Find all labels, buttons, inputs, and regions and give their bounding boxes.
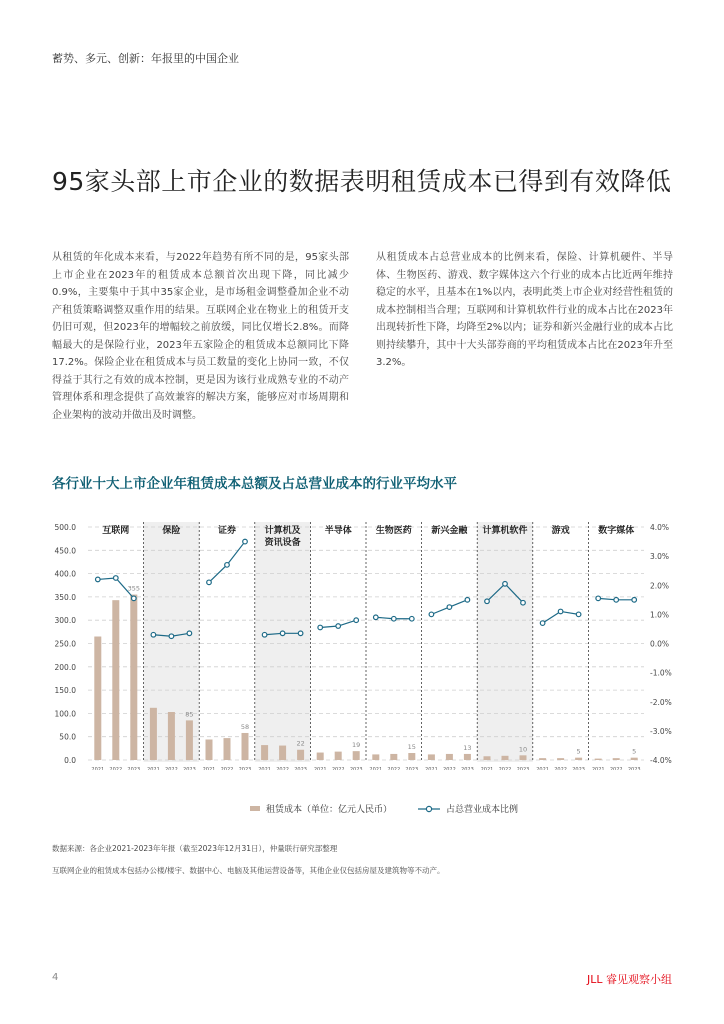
bar-2021 xyxy=(484,756,491,760)
right-axis-tick-label: 2.0% xyxy=(650,581,670,591)
category-label: 资讯设备 xyxy=(264,538,301,548)
legend-item-bar xyxy=(250,802,392,815)
bar-data-label: 15 xyxy=(407,743,416,752)
year-tick-label: 2021 xyxy=(91,767,105,770)
year-tick-label: 2022 xyxy=(276,767,289,770)
ratio-point xyxy=(596,596,601,601)
ratio-point xyxy=(540,621,545,626)
year-tick-label: 2023 xyxy=(127,767,141,770)
year-tick-label: 2021 xyxy=(313,767,327,770)
left-axis-tick-label: 400.0 xyxy=(54,569,76,579)
year-tick-label: 2021 xyxy=(425,767,438,770)
category-label: 互联网 xyxy=(102,526,130,536)
year-tick-label: 2021 xyxy=(202,767,216,770)
right-axis-tick-label: 1.0% xyxy=(650,610,670,620)
year-tick-label: 2023 xyxy=(572,767,585,770)
ratio-point xyxy=(96,577,101,582)
right-axis-tick-label: -1.0% xyxy=(650,668,672,678)
bar-2023 xyxy=(631,758,638,760)
year-tick-label: 2022 xyxy=(554,767,567,770)
year-tick-label: 2021 xyxy=(591,767,605,770)
category-label: 游戏 xyxy=(551,526,570,536)
ratio-point xyxy=(151,632,156,637)
left-axis-tick-label: 100.0 xyxy=(54,709,76,719)
ratio-point xyxy=(114,576,119,581)
bar-2021 xyxy=(428,754,435,760)
right-axis-tick-label: -3.0% xyxy=(650,726,672,736)
ratio-point xyxy=(521,600,526,605)
legend-line-label: 占总营业成本比例 xyxy=(446,805,519,815)
ratio-point xyxy=(485,599,490,604)
right-axis-tick-label: -2.0% xyxy=(650,697,672,707)
ratio-point xyxy=(558,609,563,614)
bar-data-label: 5 xyxy=(576,747,581,756)
year-tick-label: 2023 xyxy=(405,767,419,770)
legend-bar-label: 租赁成本（单位：亿元人民币） xyxy=(266,805,393,815)
bar-2023 xyxy=(353,751,360,760)
year-tick-label: 2022 xyxy=(331,767,345,770)
source-note: 数据来源：各企业2021-2023年年报（截至2023年12月31日），仲量联行研究部整理 xyxy=(52,844,338,853)
bar-2022 xyxy=(335,752,342,760)
year-tick-label: 2021 xyxy=(480,767,494,770)
right-axis-tick-label: 4.0% xyxy=(650,523,670,532)
chart-legend xyxy=(250,802,518,815)
year-tick-label: 2022 xyxy=(220,767,234,770)
legend-item-line xyxy=(418,802,518,815)
shaded-group-bg xyxy=(477,522,533,762)
ratio-line-segment xyxy=(209,542,245,583)
category-label: 计算机软件 xyxy=(482,526,528,536)
bar-2022 xyxy=(502,756,509,760)
bar-data-label: 355 xyxy=(127,584,141,593)
category-label: 保险 xyxy=(162,526,181,536)
year-tick-label: 2022 xyxy=(387,767,401,770)
year-tick-label: 2023 xyxy=(238,767,252,770)
left-axis-tick-label: 350.0 xyxy=(54,592,76,602)
report-header: 蓄势、多元、创新：年报里的中国企业 xyxy=(52,52,239,65)
right-axis-tick-label: -4.0% xyxy=(650,756,672,765)
right-axis-tick-label: 0.0% xyxy=(650,639,670,649)
bar-data-label: 13 xyxy=(463,743,472,752)
brand-footer: JLL 睿见观察小组 xyxy=(587,973,672,986)
ratio-point xyxy=(447,605,452,610)
year-tick-label: 2023 xyxy=(516,767,530,770)
page-number: 4 xyxy=(52,972,59,983)
year-tick-label: 2023 xyxy=(349,767,363,770)
ratio-point xyxy=(318,625,323,630)
bar-2023 xyxy=(186,720,193,760)
category-label: 证券 xyxy=(217,526,237,536)
bar-2023 xyxy=(464,754,471,760)
ratio-point xyxy=(298,631,303,636)
bar-2021 xyxy=(372,754,379,760)
ratio-point xyxy=(336,624,341,629)
left-axis-tick-label: 0.0 xyxy=(64,756,76,765)
bar-2022 xyxy=(279,746,286,760)
bar-2023 xyxy=(130,595,137,760)
ratio-point xyxy=(243,539,248,544)
year-tick-label: 2022 xyxy=(498,767,512,770)
year-tick-label: 2021 xyxy=(258,767,271,770)
left-axis-tick-label: 500.0 xyxy=(54,523,76,532)
ratio-point xyxy=(410,616,415,621)
left-axis-tick-label: 450.0 xyxy=(54,546,76,556)
left-axis-tick-label: 300.0 xyxy=(54,616,76,626)
ratio-point xyxy=(280,631,285,636)
bar-data-label: 19 xyxy=(352,741,361,750)
body-paragraph-right: 从租赁成本占总营业成本的比例来看，保险、计算机硬件、半导体、生物医药、游戏、数字媒体这六个行业的成本占比近两年维持稳定的水平，且基本在1%以内，表明此类上市企业对经营性租赁的成本控制相当合理；互联网和计算机软件行业的成本占比在2023年出现转折性下降，均降至2%以内；证券和新兴金融行业的成本占比则持续攀升，其中十大头部券商的平均租赁成本占比在2023年升至3.2%。 xyxy=(376,252,673,368)
year-tick-label: 2023 xyxy=(461,767,474,770)
ratio-point xyxy=(187,631,192,636)
year-tick-label: 2022 xyxy=(165,767,178,770)
left-axis-tick-label: 150.0 xyxy=(54,686,76,696)
ratio-point xyxy=(392,616,397,621)
category-label: 计算机及 xyxy=(264,526,301,536)
body-paragraph-left: 从租赁的年化成本来看，与2022年趋势有所不同的是，95家头部上市企业在2023年的租赁成本总额首次出现下降，同比减少0.9%，主要集中于其中35家企业，是市场租金调整叠加企业不动产租赁策略调整双重作用的结果。互联网企业在物业上的租赁开支仍旧可观，但2023年的增幅较之前放缓，同比仅增长2.8%。而降幅最大的是保险行业，2023年五家险企的租赁成本总额同比下降17.2%。保险企业在租赁成本与员工数量的变化上协同一致，不仅得益于其行之有效的成本控制，更是因为该行业成熟专业的不动产管理体系和理念提供了高效兼容的解决方案，能够应对市场周期和企业架构的波动并做出及时调整。 xyxy=(52,252,349,421)
bar-2022 xyxy=(112,600,119,760)
category-label: 生物医药 xyxy=(375,526,412,536)
year-tick-label: 2022 xyxy=(609,767,623,770)
bar-2021 xyxy=(150,708,157,760)
ratio-point xyxy=(262,632,267,637)
ratio-point xyxy=(465,598,470,603)
left-axis-tick-label: 250.0 xyxy=(54,639,76,649)
ratio-point xyxy=(132,596,137,601)
scope-note: 互联网企业的租赁成本包括办公楼/楼宇、数据中心、电脑及其他运营设备等，其他企业仅包括房屋及建筑物等不动产。 xyxy=(52,866,445,875)
bar-2022 xyxy=(557,758,564,760)
bar-data-label: 85 xyxy=(185,710,194,719)
year-tick-label: 2021 xyxy=(369,767,383,770)
bar-2023 xyxy=(520,755,527,760)
bar-data-label: 58 xyxy=(240,722,250,731)
chart-title: 各行业十大上市企业年租赁成本总额及占总营业成本的行业平均水平 xyxy=(52,476,457,492)
ratio-point xyxy=(225,563,230,568)
bar-2022 xyxy=(446,754,453,760)
bar-2022 xyxy=(613,758,620,760)
ratio-point xyxy=(374,615,379,620)
left-axis-tick-label: 50.0 xyxy=(59,732,76,742)
ratio-point xyxy=(576,612,581,617)
bar-2021 xyxy=(595,759,602,760)
year-tick-label: 2022 xyxy=(443,767,456,770)
bar-2021 xyxy=(317,753,324,760)
bar-2022 xyxy=(168,712,175,760)
bar-2022 xyxy=(224,738,231,760)
ratio-point xyxy=(503,581,508,586)
shaded-group-bg xyxy=(255,522,311,762)
year-tick-label: 2023 xyxy=(627,767,641,770)
bar-data-label: 10 xyxy=(518,745,528,754)
ratio-point xyxy=(169,634,174,639)
year-tick-label: 2023 xyxy=(183,767,196,770)
bar-2021 xyxy=(261,745,268,760)
bar-2021 xyxy=(206,739,213,760)
year-tick-label: 2021 xyxy=(536,767,549,770)
year-tick-label: 2021 xyxy=(147,767,160,770)
ratio-point xyxy=(429,612,434,617)
bar-2021 xyxy=(539,758,546,760)
bar-2022 xyxy=(390,754,397,760)
category-label: 半导体 xyxy=(324,526,352,536)
bar-2023 xyxy=(575,758,582,760)
bar-2021 xyxy=(94,637,101,760)
bar-2023 xyxy=(408,753,415,760)
ratio-point xyxy=(207,580,212,585)
chart xyxy=(52,508,676,770)
bar-data-label: 5 xyxy=(632,747,637,756)
bar-swatch-icon xyxy=(250,806,260,811)
category-label: 数字媒体 xyxy=(598,526,635,536)
ratio-point xyxy=(614,598,619,603)
ratio-point xyxy=(632,598,637,603)
ratio-point xyxy=(354,618,359,623)
year-tick-label: 2023 xyxy=(294,767,307,770)
bar-2023 xyxy=(242,733,249,760)
year-tick-label: 2022 xyxy=(109,767,123,770)
right-axis-tick-label: 3.0% xyxy=(650,552,670,562)
page-title: 95家头部上市企业的数据表明租赁成本已得到有效降低 xyxy=(52,166,672,196)
line-swatch-icon xyxy=(418,805,440,813)
bar-2023 xyxy=(297,750,304,760)
category-label: 新兴金融 xyxy=(431,526,468,536)
bar-data-label: 22 xyxy=(296,739,305,748)
left-axis-tick-label: 200.0 xyxy=(54,662,76,672)
